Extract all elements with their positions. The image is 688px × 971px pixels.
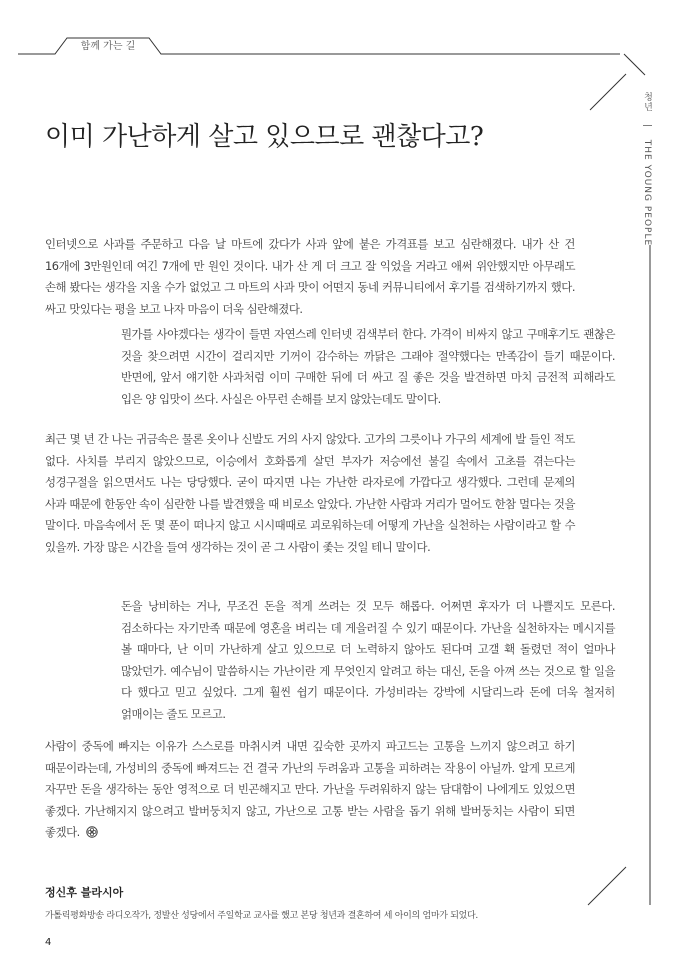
diagonal-line-top — [590, 74, 626, 110]
article-title: 이미 가난하게 살고 있으므로 괜찮다고? — [45, 122, 484, 152]
side-label-korean: 청년 — [642, 92, 652, 112]
section-tab: 함께 가는 길 — [80, 41, 136, 52]
side-section-label — [641, 92, 654, 246]
side-label-english: THE YOUNG PEOPLE — [642, 139, 652, 247]
article-paragraph-3 — [45, 736, 575, 844]
article-paragraph-2: 최근 몇 년 간 나는 귀금속은 물론 옷이나 신발도 거의 사지 않았다. 고가의 그릇이나 가구의 세계에 발 들인 적도 없다. 사치를 부리지 않았으므로, 이승에서 호화롭게 살던 부자가 저승에선 불길 속에서 고초를 겪는다는 성경구절을 읽으면서도 나는 당당했다. 굳이 따지면 나는 가난한 라자로에 가깝다고 생각했다. 그런데 문제의 사과 때문에 한동안 속이 심란한 나를 발견했을 때 비로소 알았다. 가난한 사람과 거리가 멀어도 한참 멀다는 것을 말이다. 마음속에서 돈 몇 푼이 떠나지 않고 시시때때로 괴로워하는데 어떻게 가난을 실천하는 사람이라고 할 수 있을까. 가장 많은 시간을 들여 생각하는 것이 곧 그 사람이 좇는 것일 테니 말이다. — [45, 432, 575, 554]
page-number: 4 — [45, 937, 52, 948]
article-paragraph-1: 인터넷으로 사과를 주문하고 다음 날 마트에 갔다가 사과 앞에 붙은 가격표를 보고 심란해졌다. 내가 산 건 16개에 3만원인데 여긴 7개에 만 원인 것이다. 내가 산 게 더 크고 잘 익었을 거라고 애써 위안했지만 아무래도 손해 봤다는 생각을 지울 수가 없었고 그 마트의 사과 맛이 어떤지 동네 커뮤니티에서 후기를 검색하기까지 했다. 싸고 맛있다는 평을 보고 나자 마음이 더욱 심란해졌다. — [45, 237, 575, 316]
flower-ornament-icon — [86, 826, 98, 838]
corner-line-top — [624, 54, 645, 75]
author-bio: 가톨릭평화방송 라디오작가, 정발산 성당에서 주일학교 교사를 했고 본당 청년과 결혼하여 세 아이의 엄마가 되었다. — [45, 911, 478, 921]
author-name: 정신후 블라시아 — [45, 886, 124, 899]
indented-paragraph-1: 뭔가를 사야겠다는 생각이 들면 자연스레 인터넷 검색부터 한다. 가격이 비싸지 않고 구매후기도 괜찮은 것을 찾으려면 시간이 걸리지만 기꺼이 감수하는 까닭은 그래야 절약했다는 만족감이 들기 때문이다. 반면에, 앞서 얘기한 사과처럼 이미 구매한 뒤에 더 싸고 질 좋은 것을 발견하면 마치 금전적 피해라도 입은 양 입맛이 쓰다. 사실은 아무런 손해를 보지 않았는데도 말이다. — [121, 327, 615, 406]
article-paragraph-3-text: 사람이 중독에 빠지는 이유가 스스로를 마취시켜 내면 깊숙한 곳까지 파고드는 고통을 느끼지 않으려고 하기 때문이라는데, 가성비의 중독에 빠져드는 건 결국 가난의 두려움과 고통을 피하려는 작용이 아닐까. 알게 모르게 자꾸만 돈을 생각하는 동안 영적으로 더 빈곤해지고 만다. 가난을 두려워하지 않는 담대함이 나에게도 있었으면 좋겠다. 가난해지지 않으려고 발버둥치지 않고, 가난으로 고통 받는 사람을 돕기 위해 발버둥치는 사람이 되면 좋겠다. — [45, 739, 575, 840]
side-label-separator: | — [642, 123, 652, 128]
diagonal-line-bottom — [588, 867, 626, 905]
indented-paragraph-2: 돈을 낭비하는 거나, 무조건 돈을 적게 쓰려는 것 모두 해롭다. 어쩌면 후자가 더 나쁠지도 모른다. 검소하다는 자기만족 때문에 영혼을 벼리는 데 게을러질 수 있기 때문이다. 가난을 실천하자는 메시지를 볼 때마다, 난 이미 가난하게 살고 있으므로 더 노력하지 않아도 된다며 고갤 홱 돌렸던 적이 얼마나 많았던가. 예수님이 말씀하시는 가난이란 게 무엇인지 알려고 하는 대신, 돈을 아껴 쓰는 것으로 할 일을 다 했다고 믿고 싶었다. 그게 훨씬 쉽기 때문이다. 가성비라는 강박에 시달리느라 돈에 더욱 철저히 얽매이는 줄도 모르고. — [121, 599, 615, 721]
